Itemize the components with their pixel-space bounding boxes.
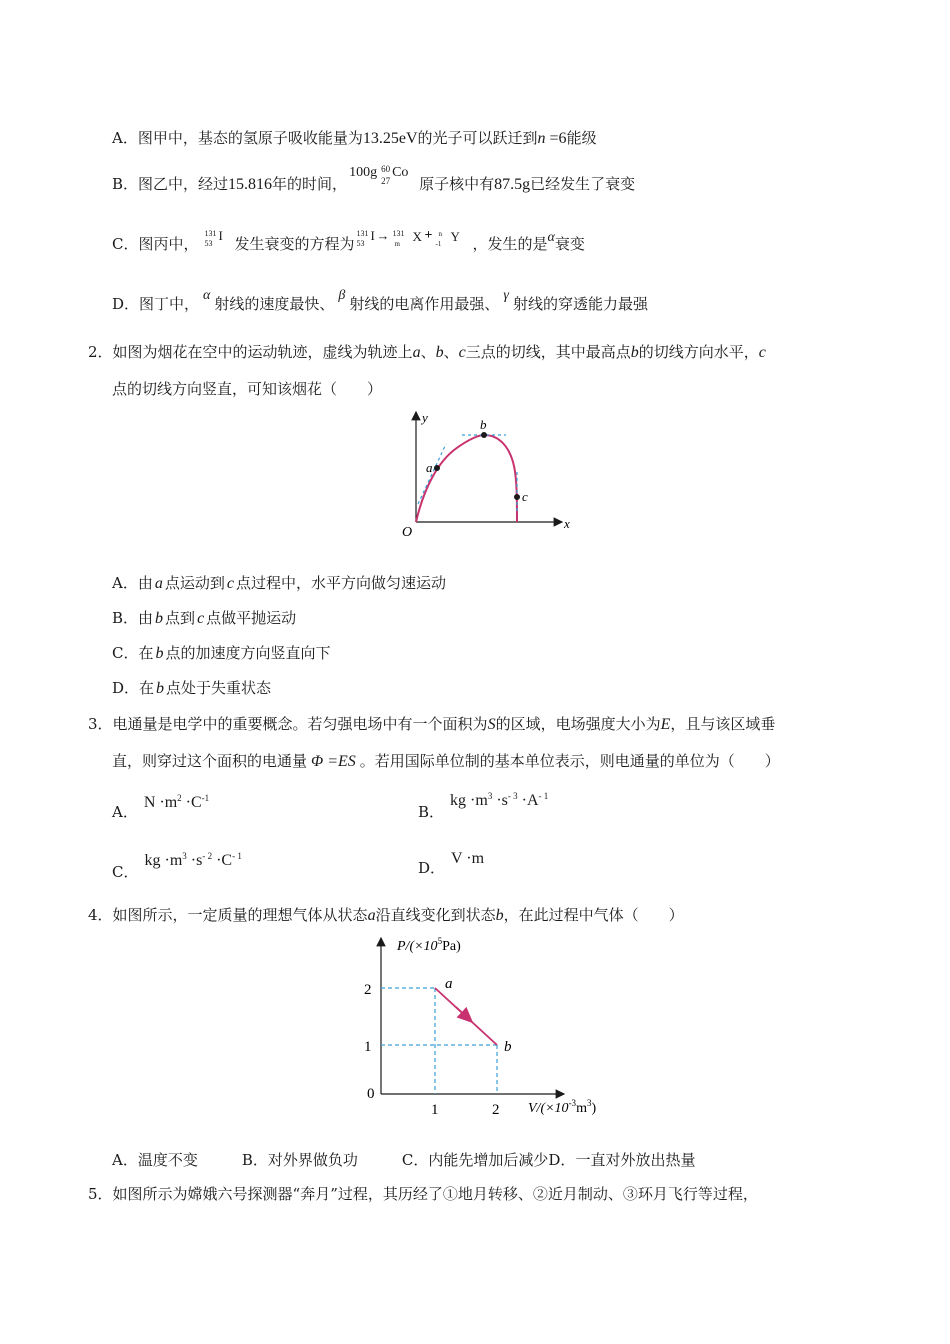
v-axis-label: $V/(\times 10^{-3}m^3)$ — [528, 1098, 597, 1116]
q1-option-b: B．图乙中，经过15.816年的时间， 100g 60 27 Co 原子核中有87.5g已经发生了衰变 — [112, 173, 635, 196]
p-axis-label: $P/(\times 10^5Pa)$ — [397, 936, 461, 954]
q5-stem: 5．如图所示为嫦娥六号探测器“奔月”过程，其历经了①地月转移、②近月制动、③环月飞行等过程， — [88, 1185, 758, 1203]
origin-zero: 0 — [367, 1086, 375, 1102]
q4-option-c: C．内能先增加后减少 — [401, 1151, 549, 1169]
q3-stem-line1: 3．电通量是电学中的重要概念。若匀强电场中有一个面积为S的区域，电场强度大小为E，且与该区域垂 — [88, 715, 776, 733]
tick-x-2: 2 — [492, 1102, 500, 1118]
q3-option-b: B．kg $\cdot m^3 \cdot s^{- 3} \cdot A^{- 1}$ — [418, 791, 549, 821]
state-a-label: a — [445, 976, 453, 992]
q3-option-c: C．kg $\cdot m^3 \cdot s^{- 2} \cdot C^{- 1}$ — [112, 851, 242, 881]
q2-option-c: C．在 b 点的加速度方向竖直向下 — [112, 644, 331, 662]
q4-option-b: B．对外界做负功 — [241, 1151, 358, 1169]
process-arrow — [456, 1007, 472, 1022]
q2-option-b: B．由 b 点到 c 点做平抛运动 — [112, 609, 297, 627]
point-b-label: b — [480, 417, 487, 432]
q2-stem-line1: 2．如图为烟花在空中的运动轨迹，虚线为轨迹上a、b、c三点的切线，其中最高点b的切线方向水平，c — [88, 343, 766, 361]
tick-y-1: 1 — [364, 1039, 372, 1055]
trajectory-curve — [416, 435, 517, 522]
q4-option-a: A．温度不变 — [112, 1151, 198, 1169]
q1-option-a: A．图甲中，基态的氢原子吸收能量为13.25eV的光子可以跃迁到n =6能级 — [112, 129, 597, 147]
q3-option-d: D．V ·m — [418, 850, 485, 877]
decay-equation: 131 53 I → 131 m X + n -1 Y — [356, 228, 460, 248]
q2-option-a: A．由 a 点运动到 c 点过程中，水平方向做匀速运动 — [112, 574, 446, 592]
x-axis-label: x — [564, 516, 570, 531]
origin-label: O — [402, 525, 413, 540]
state-b-label: b — [504, 1039, 512, 1055]
q2-option-d: D．在 b 点处于失重状态 — [112, 679, 272, 697]
point-b — [481, 432, 487, 438]
point-c-label: c — [522, 489, 528, 504]
y-axis-label: y — [422, 410, 428, 425]
q1-option-d: D．图丁中， α 射线的速度最快、 β 射线的电离作用最强、 γ 射线的穿透能力最强 — [112, 288, 648, 313]
q3-stem-line2: 直，则穿过这个面积的电通量 Φ =ES 。若用国际单位制的基本单位表示，则电通量的单位为（ ） — [112, 752, 780, 770]
q4-options — [112, 1149, 695, 1171]
q2-stem-line2: 点的切线方向竖直，可知该烟花（ ） — [112, 380, 383, 398]
cobalt-nuclide: 100g 60 27 Co — [349, 164, 409, 186]
tick-y-2: 2 — [364, 982, 372, 998]
q3-option-a: A．$N \cdot m^2 \cdot C^{-1}$ — [112, 793, 210, 821]
q4-option-d: D．一直对外放出热量 — [548, 1151, 696, 1169]
q2-trajectory-figure — [396, 404, 580, 542]
q4-stem: 4．如图所示，一定质量的理想气体从状态a沿直线变化到状态b，在此过程中气体（ ） — [88, 906, 684, 924]
q1-option-c: C．图丙中， 131 53 I 发生衰变的方程为 131 53 I → 131 m X + n -1 Y ，发生的是α衰变 — [112, 233, 585, 257]
q4-pv-figure — [356, 930, 626, 1120]
tick-x-1: 1 — [431, 1102, 439, 1118]
point-a-label: a — [426, 460, 433, 475]
point-c — [514, 494, 520, 500]
iodine-nuclide: 131 53 I — [204, 228, 223, 248]
point-a — [434, 465, 440, 471]
